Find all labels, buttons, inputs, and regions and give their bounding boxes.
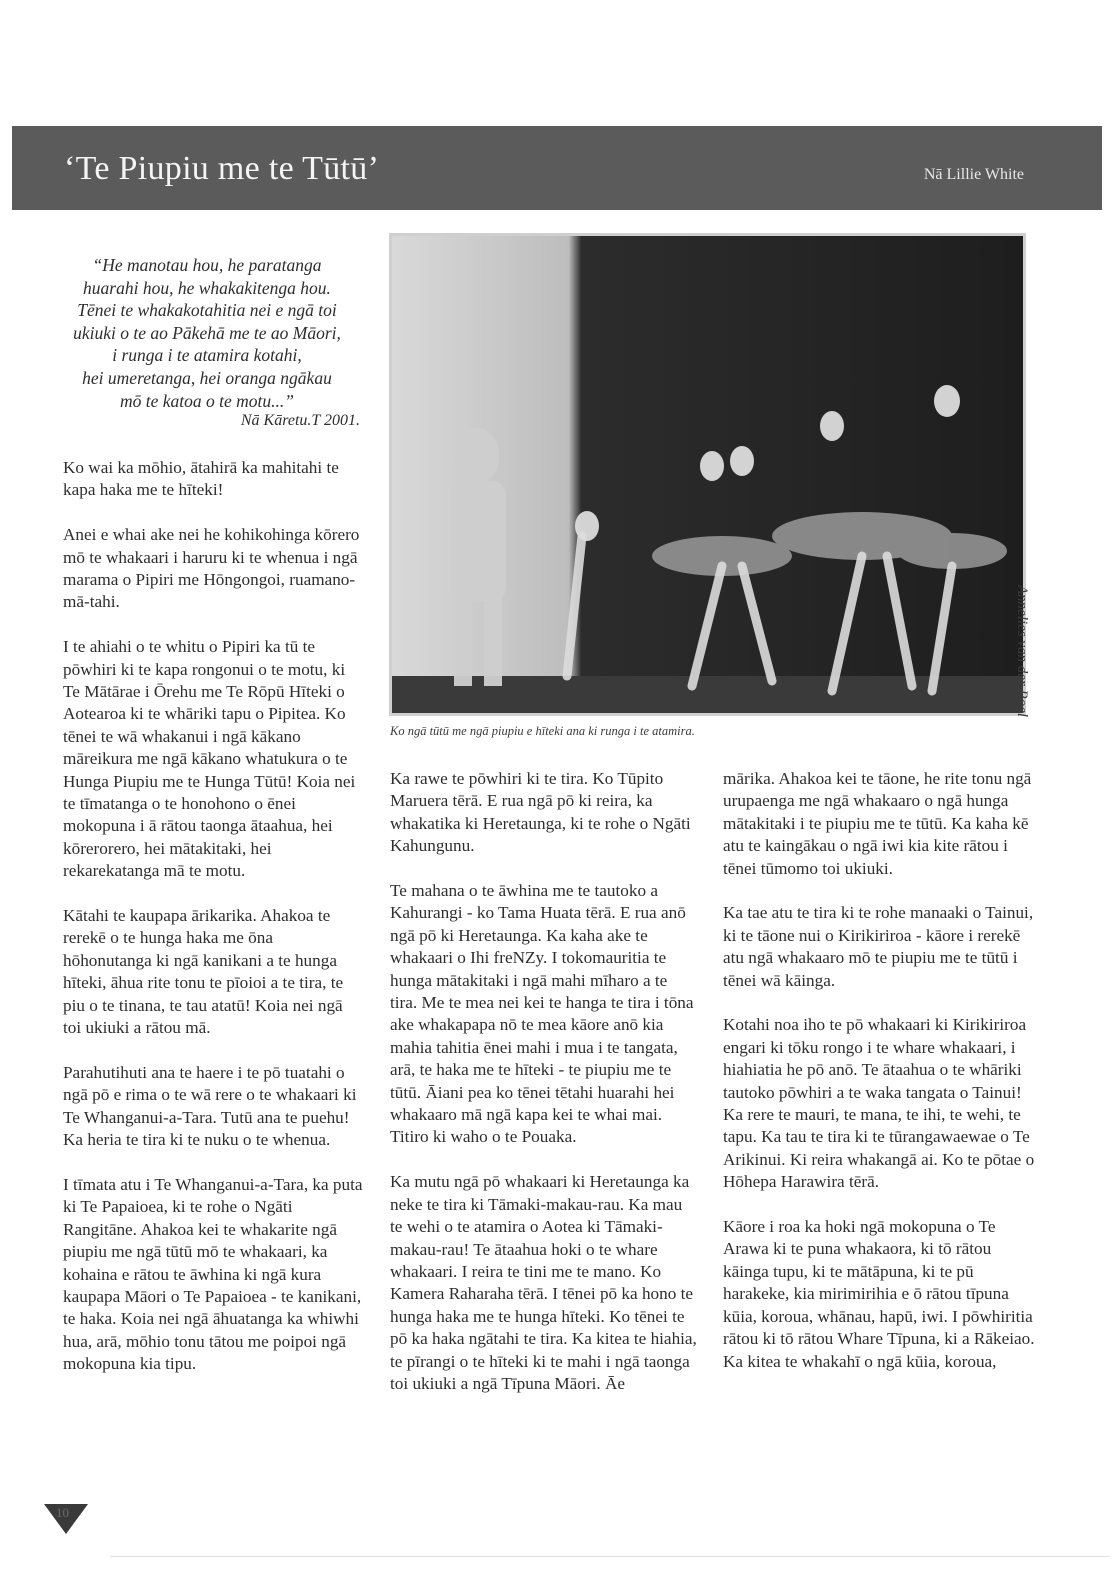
paragraph: Kāore i roa ka hoki ngā mokopuna o Te Arawa ki te puna whakaora, ki tō rātou kāinga tupu, ki te mātāpuna, ki te pū harakeke, kia mirimirihia e ō rātou tīpuna kūia, koroua, whānau, hapū, iwi. I pōwhiritia rātou ki tō rātou Whare Tīpuna, ki a Rākeiao. Ka kitea te whakahī o ngā kūia, koroua, — [723, 1217, 1035, 1371]
paragraph: Ka rawe te pōwhiri ki te tira. Ko Tūpito Maruera tērā. E rua ngā pō ki reira, ka whakatika ki Heretaunga, ki te rohe o Ngāti Kahungunu. — [390, 769, 691, 856]
paragraph: Ko wai ka mōhio, ātahirā ka mahitahi te kapa haka me te hīteki! — [63, 458, 339, 500]
photo-credit: Annelies van der Poel — [1014, 585, 1030, 718]
quote-line: hei umeretanga, hei oranga ngākau — [82, 367, 332, 388]
text-column-1 — [63, 457, 363, 1398]
paragraph: Ka tae atu te tira ki te rohe manaaki o Tainui, ki te tāone nui o Kirikiriroa - kāore i rerekē atu ngā whakaaro mō te piupiu me te tūtū i tēnei wā kāinga. — [723, 903, 1034, 990]
paragraph: Anei e whai ake nei he kohikohinga kōrero mō te whakaari i haruru ki te whenua i ngā marama o Pipiri me Hōngongoi, ruamano-mā-tahi. — [63, 525, 360, 612]
paragraph: I tīmata atu i Te Whanganui-a-Tara, ka puta ki Te Papaioea, ki te rohe o Ngāti Rangitāne. Ahakoa kei te whakarite ngā piupiu me ngā tūtū mō te whakaari, ka kohaina e rātou te āwhina ki ngā kura kaupapa Māori o Te Papaioea - te kanikani, te haka. Koia nei ngā āhuatanga ka whiwhi hua, arā, mōhio tonu tātou me poipoi ngā mokopuna kia tipu. — [63, 1174, 363, 1374]
text-column-3 — [723, 768, 1035, 1395]
text-column-2 — [390, 768, 698, 1418]
photo-caption: Ko ngā tūtū me ngā piupiu e hīteki ana ki runga i te atamira. — [390, 724, 695, 738]
paragraph: Parahutihuti ana te haere i te pō tuatahi o ngā pō e rima o te wā rere o te whakaari ki Te Whanganui-a-Tara. Tutū ana te puehu! Ka heria te tira ki te nuku o te whenua. — [63, 1062, 357, 1150]
quote-attribution: Nā Kāretu.T 2001. — [240, 412, 360, 429]
title-bar — [12, 126, 1102, 210]
page-number: 10 — [56, 1505, 69, 1520]
paragraph: I te ahiahi o te whitu o Pipiri ka tū te pōwhiri ki te kapa rongonui o te motu, ki Te Mātārae i Ōrehu me Te Rōpū Hīteki o Aotearoa ki te whāriki tapu o Pipitea. Ko tēnei te wā whakanui i ngā kākano māreikura me ngā kākano whatukura o te Hunga Piupiu me te Hunga Tūtū! Koia nei te tīmatanga o te honohono o ēnei mokopuna i ā rātou taonga ātaahua, hei kōrerorero, hei mātakitaki, hei rekarekatanga mā te motu. — [63, 637, 356, 881]
paragraph: Kātahi te kaupapa ārikarika. Ahakoa te rerekē o te hunga haka me ōna hōhonutanga ki ngā kanikani a te hunga hīteki, āhua rite tonu te pīoioi a te tira, te piu o te tinana, te tau atatū! Koia nei ngā toi ukiuki a rātou mā. — [63, 906, 344, 1038]
paragraph: Te mahana o te āwhina me te tautoko a Kahurangi - ko Tama Huata tērā. E rua anō ngā pō ki Heretaunga. Ka kaha ake te whakaari o Ihi freNZy. I tokomauritia te hunga mātakitaki i ngā mahi mīharo a te tira. Me te mea nei kei te hanga te tira i tōna ake whakapapa nō te mea kāore anō kia mahia tahitia ēnei mahi i mua i te tangata, arā, te haka me te hīteki - te piupiu me te tūtū. Āiani pea ko tēnei tētahi huarahi hei whakaaro mā ngā kapa kei te whai mai. Titiro ki waho o te Pouaka. — [390, 881, 694, 1147]
quote-line: “He manotau hou, he paratanga — [92, 255, 322, 275]
photo-illustration — [392, 236, 1023, 713]
quote-line: huarahi hou, he whakakitenga hou. — [83, 277, 331, 298]
quote-line: ukiuki o te ao Pākehā me te ao Māori, — [73, 322, 341, 343]
paragraph: mārika. Ahakoa kei te tāone, he rite tonu ngā urupaenga me ngā whakaaro o ngā hunga mātakitaki i te piupiu me te tūtū. Ka kaha kē atu te kaingākau o ngā iwi kia kite rātou i tēnei tūmomo toi ukiuki. — [723, 769, 1032, 878]
quote-line: Tēnei te whakakotahitia nei e ngā toi — [77, 300, 337, 321]
epigraph-quote — [58, 254, 356, 412]
article-byline: Nā Lillie White — [923, 166, 1024, 183]
paragraph: Kotahi noa iho te pō whakaari ki Kirikiriroa engari ki tōku rongo i te whare whakaari, i hiahiatia he pō anō. Te ātaahua o te whāriki tautoko pōwhiri a te waka tangata o Tainui! Ka rere te mauri, te mana, te ihi, te wehi, te tapu. Ka tau te tira ki te tūrangawaewae o Te Arikinui. Ki reira whakangā ai. Ko te pōtae o Hōhepa Harawira tērā. — [723, 1015, 1035, 1192]
paragraph: Ka mutu ngā pō whakaari ki Heretaunga ka neke te tira ki Tāmaki-makau-rau. Ka mau te wehi o te atamira o Aotea ki Tāmaki-makau-rau! Te ātaahua hoki o te whare whakaari. I reira te tini me te mano. Ko Kamera Raharaha tērā. I tēnei pō ka hono te hunga haka me te hunga hīteki. Ko tēnei te pō ka haka ngātahi te tira. Ka kitea te hiahia, te pīrangi o te hīteki ki te mahi i ngā taonga toi ukiuki a ngā Tīpuna Māori. Āe — [390, 1172, 697, 1393]
quote-line: mō te katoa o te motu...” — [119, 390, 294, 411]
article-title: ‘Te Piupiu me te Tūtū’ — [64, 150, 380, 187]
quote-line: i runga i te atamira kotahi, — [112, 345, 302, 366]
performance-photo — [389, 233, 1026, 716]
bottom-rule — [110, 1556, 1110, 1557]
